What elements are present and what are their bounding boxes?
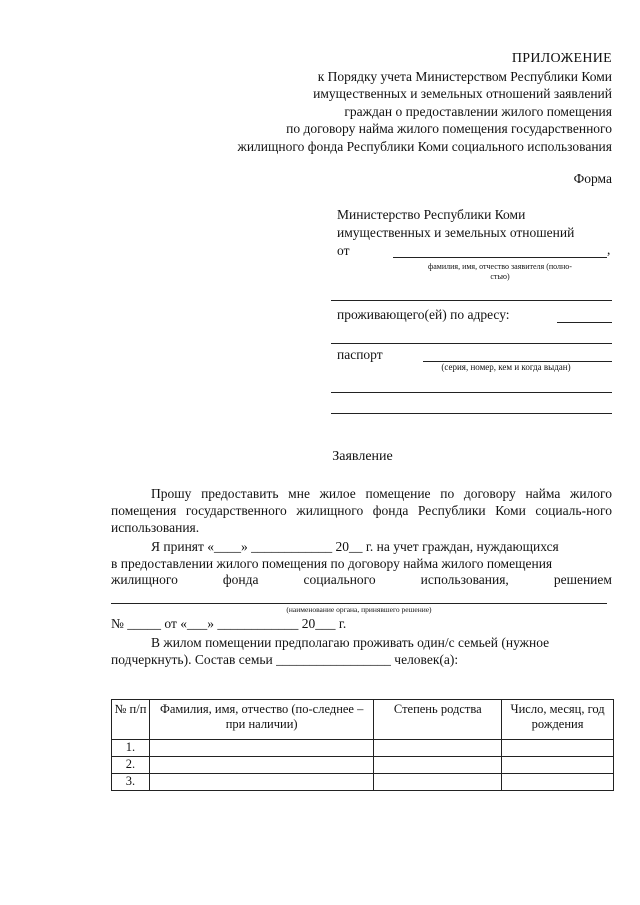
decision-organ-field[interactable] [111, 603, 607, 604]
header-relation: Степень родства [374, 700, 502, 740]
organ-hint: (наименование органа, принявшего решение) [286, 605, 432, 614]
appendix-header [152, 50, 612, 155]
from-hint-1: фамилия, имя, отчество заявителя (полно- [428, 262, 572, 271]
word: решением [553, 572, 612, 587]
relation-cell[interactable] [374, 774, 502, 791]
form-label: Форма [573, 171, 612, 186]
row-number: 2. [112, 757, 150, 774]
word: фонда [222, 572, 259, 587]
statement-heading: Заявление [332, 449, 393, 464]
address-field[interactable] [557, 322, 612, 323]
registration-line-3 [111, 572, 612, 588]
addressee-line-2: имущественных и земельных отношений [337, 225, 575, 240]
row-number: 3. [112, 774, 150, 791]
registration-line-1: Я принят «____» ____________ 20__ г. на учет граждан, нуждающихся [151, 539, 559, 554]
appendix-line: к Порядку учета Министерством Республики Коми [317, 68, 612, 84]
applicant-name-field-2[interactable] [331, 300, 612, 301]
paragraph-request [111, 485, 612, 536]
residence-line-1: В жилом помещении предполагаю проживать один/с семьей (нужное [151, 635, 550, 650]
passport-label: паспорт [337, 347, 383, 362]
relation-cell[interactable] [374, 740, 502, 757]
birth-date-cell[interactable] [502, 774, 614, 791]
name-cell[interactable] [149, 757, 373, 774]
name-cell[interactable] [149, 774, 373, 791]
row-number: 1. [112, 740, 150, 757]
addressee-line-1: Министерство Республики Коми [337, 207, 526, 222]
table-row [112, 757, 614, 774]
appendix-title: ПРИЛОЖЕНИЕ [511, 51, 612, 66]
appendix-line: по договору найма жилого помещения государственного [286, 121, 612, 136]
from-hint-2: стью) [490, 272, 510, 281]
word: жилищного [111, 572, 178, 587]
passport-hint: (серия, номер, кем и когда выдан) [441, 362, 571, 372]
name-cell[interactable] [149, 740, 373, 757]
appendix-line: жилищного фонда Республики Коми социального использования [237, 138, 612, 154]
from-label: от [337, 243, 350, 258]
family-table [111, 699, 614, 791]
header-birth-date: Число, месяц, год рождения [502, 700, 614, 740]
table-row [112, 774, 614, 791]
word: социального [303, 572, 376, 587]
residence-line-2: подчеркнуть). Состав семьи _________________ человек(а): [111, 652, 459, 667]
applicant-name-field[interactable] [393, 257, 607, 258]
decision-number-line: № _____ от «___» ____________ 20___ г. [111, 616, 347, 631]
word: использования, [420, 572, 509, 587]
table-header-row [112, 700, 614, 740]
appendix-line: граждан о предоставлении жилого помещения [344, 103, 612, 119]
header-number: № п/п [112, 700, 150, 740]
address-field-2[interactable] [331, 343, 612, 344]
table-row [112, 740, 614, 757]
registration-line-2: в предоставлении жилого помещения по договору найма жилого помещения [111, 556, 553, 571]
header-full-name: Фамилия, имя, отчество (по-следнее – при наличии) [149, 700, 373, 740]
residing-label: проживающего(ей) по адресу: [337, 307, 510, 322]
birth-date-cell[interactable] [502, 757, 614, 774]
paragraph-request-text: Прошу предоставить мне жилое помещение по договору найма жилого помещения государственного жилищного фонда Республики Коми социаль-ного использования. [111, 486, 612, 535]
passport-field-2[interactable] [331, 392, 612, 393]
relation-cell[interactable] [374, 757, 502, 774]
passport-field-3[interactable] [331, 413, 612, 414]
birth-date-cell[interactable] [502, 740, 614, 757]
appendix-line: имущественных и земельных отношений заявлений [313, 86, 612, 101]
comma: , [607, 242, 611, 257]
